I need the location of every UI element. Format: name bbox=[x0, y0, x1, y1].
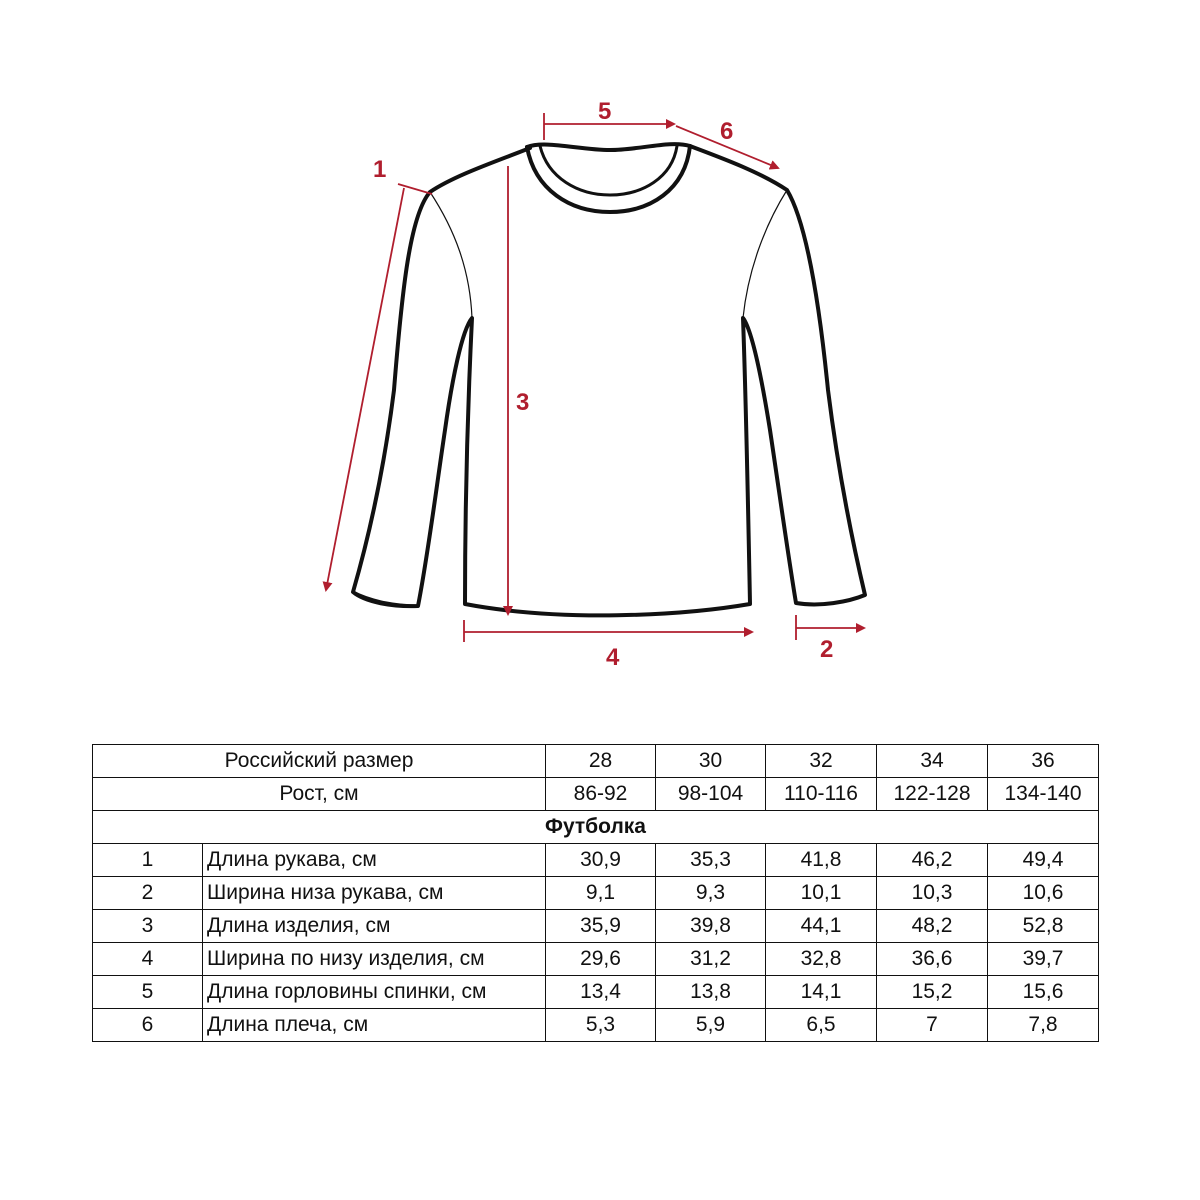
value-cell: 30,9 bbox=[546, 844, 656, 877]
value-cell: 15,6 bbox=[988, 976, 1099, 1009]
row-number: 6 bbox=[93, 1009, 203, 1042]
size-cell: 36 bbox=[988, 745, 1099, 778]
row-number: 3 bbox=[93, 910, 203, 943]
height-cell: 110-116 bbox=[766, 778, 877, 811]
collar-top bbox=[527, 144, 690, 150]
size-cell: 30 bbox=[656, 745, 766, 778]
label-6: 6 bbox=[720, 118, 734, 145]
right-cuff bbox=[796, 595, 865, 604]
value-cell: 10,1 bbox=[766, 877, 877, 910]
row-number: 1 bbox=[93, 844, 203, 877]
value-cell: 35,3 bbox=[656, 844, 766, 877]
label-2: 2 bbox=[820, 636, 834, 663]
row-label: Длина рукава, см bbox=[203, 844, 546, 877]
value-cell: 44,1 bbox=[766, 910, 877, 943]
value-cell: 6,5 bbox=[766, 1009, 877, 1042]
right-sleeve-seam bbox=[743, 190, 787, 318]
row-label: Ширина низа рукава, см bbox=[203, 877, 546, 910]
value-cell: 13,8 bbox=[656, 976, 766, 1009]
value-cell: 5,9 bbox=[656, 1009, 766, 1042]
sweatshirt-drawing bbox=[353, 144, 865, 615]
table-row bbox=[93, 1009, 1099, 1042]
header-height-row bbox=[93, 778, 1099, 811]
value-cell: 52,8 bbox=[988, 910, 1099, 943]
collar-outer bbox=[527, 146, 690, 212]
table-row bbox=[93, 844, 1099, 877]
table-row bbox=[93, 943, 1099, 976]
value-cell: 7,8 bbox=[988, 1009, 1099, 1042]
section-title: Футболка bbox=[93, 811, 1099, 844]
value-cell: 15,2 bbox=[877, 976, 988, 1009]
label-4: 4 bbox=[606, 644, 620, 671]
label-5: 5 bbox=[598, 98, 612, 125]
value-cell: 48,2 bbox=[877, 910, 988, 943]
height-cell: 122-128 bbox=[877, 778, 988, 811]
height-header-label: Рост, см bbox=[93, 778, 546, 811]
size-header-label: Российский размер bbox=[93, 745, 546, 778]
label-3: 3 bbox=[516, 389, 530, 416]
section-row bbox=[93, 811, 1099, 844]
table-row bbox=[93, 877, 1099, 910]
row-label: Ширина по низу изделия, см bbox=[203, 943, 546, 976]
sweatshirt-outline bbox=[353, 146, 865, 615]
size-table bbox=[92, 744, 1099, 1042]
label-1: 1 bbox=[373, 156, 387, 183]
table-row bbox=[93, 910, 1099, 943]
value-cell: 31,2 bbox=[656, 943, 766, 976]
height-cell: 98-104 bbox=[656, 778, 766, 811]
row-number: 5 bbox=[93, 976, 203, 1009]
height-cell: 86-92 bbox=[546, 778, 656, 811]
size-cell: 34 bbox=[877, 745, 988, 778]
height-cell: 134-140 bbox=[988, 778, 1099, 811]
value-cell: 10,3 bbox=[877, 877, 988, 910]
value-cell: 46,2 bbox=[877, 844, 988, 877]
collar-inner bbox=[540, 146, 677, 195]
row-number: 2 bbox=[93, 877, 203, 910]
value-cell: 10,6 bbox=[988, 877, 1099, 910]
value-cell: 29,6 bbox=[546, 943, 656, 976]
size-cell: 32 bbox=[766, 745, 877, 778]
size-cell: 28 bbox=[546, 745, 656, 778]
value-cell: 7 bbox=[877, 1009, 988, 1042]
header-size-row bbox=[93, 745, 1099, 778]
row-label: Длина горловины спинки, см bbox=[203, 976, 546, 1009]
value-cell: 49,4 bbox=[988, 844, 1099, 877]
value-cell: 41,8 bbox=[766, 844, 877, 877]
value-cell: 9,3 bbox=[656, 877, 766, 910]
value-cell: 14,1 bbox=[766, 976, 877, 1009]
value-cell: 9,1 bbox=[546, 877, 656, 910]
value-cell: 13,4 bbox=[546, 976, 656, 1009]
table-row bbox=[93, 976, 1099, 1009]
value-cell: 39,7 bbox=[988, 943, 1099, 976]
value-cell: 35,9 bbox=[546, 910, 656, 943]
row-label: Длина плеча, см bbox=[203, 1009, 546, 1042]
left-sleeve-seam bbox=[430, 192, 472, 318]
value-cell: 5,3 bbox=[546, 1009, 656, 1042]
row-label: Длина изделия, см bbox=[203, 910, 546, 943]
value-cell: 36,6 bbox=[877, 943, 988, 976]
value-cell: 32,8 bbox=[766, 943, 877, 976]
value-cell: 39,8 bbox=[656, 910, 766, 943]
row-number: 4 bbox=[93, 943, 203, 976]
